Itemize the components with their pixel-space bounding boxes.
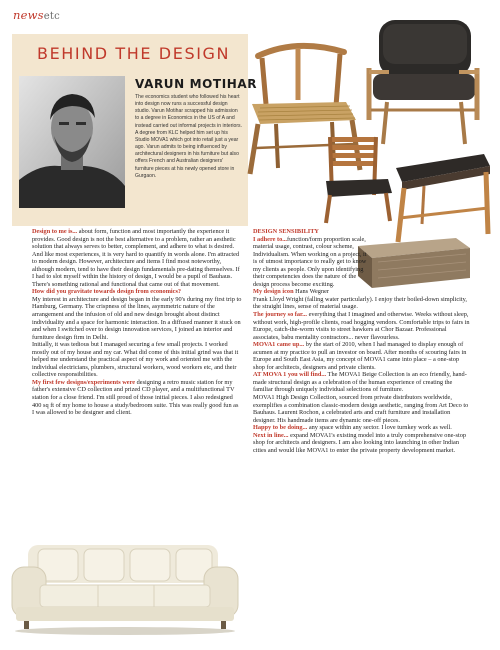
- answer-high-design-collection: [253, 394, 471, 424]
- answer-journey: [253, 311, 471, 341]
- question-label: How did you gravitate towards design from economics?: [32, 288, 182, 296]
- sofa-image: [6, 537, 244, 637]
- section-suffix: etc: [43, 11, 60, 22]
- profile-bio: The economics student who followed his heart into design now runs a successful design studio. Varun Motihar scrapped his admission to a degree in Economics in the US of A and instead carried out informal projects in interiors. A degree from KLC helped him set up his Studio MOVA1 which got into retail just a year ago. Varun admits to being influenced by architectural designers in his furniture but also offers French and Australian designers' furniture pieces at his newly opened store in Gurgaon.: [135, 94, 243, 179]
- answer-text: everything that I imagined and otherwise. Weeks without sleep, without work, high-profile clients, road hogging vendors. Comfortable trips to fairs in Europe, catch-the-worm visits to street hawkers at Chor Bazaar. Professional associates, babu mentality contractors... never flavourless.: [253, 311, 470, 341]
- question-label: My design icon: [253, 288, 294, 296]
- section-label: [13, 8, 60, 22]
- answer-first-designs: [32, 379, 242, 417]
- answer-happy-to-be-doing: [253, 424, 471, 432]
- answer-text: function/form proportion scale, material usage, contrast, colour scheme, Individualism. When working on a project, it is of utmost importance to really get to know my clients as people. Only upon identifying their competencies does the nature of the design process become exciting.: [253, 235, 367, 288]
- answer-next-in-line: [253, 432, 471, 455]
- answer-design-icon: [253, 288, 371, 296]
- question-label: MOVA1 came up...: [253, 341, 305, 349]
- section-heading: DESIGN SENSIBILITY: [253, 228, 319, 235]
- answer-mova1-came-up: [253, 341, 471, 371]
- answer-design-to-me: [32, 228, 242, 288]
- answer-text: Hans Wegner: [293, 288, 329, 296]
- answer-adhere-to: [253, 236, 371, 289]
- answer-text: designing a retro music station for my father's extensive CD collection and prized CD player, and a multifunctional TV station for a close friend. I'm still proud of those initial pieces. I also redesigned 400 sq ft of my home to house a study/bedroom suite. This was really good fun as I was allowed to be designer and client.: [32, 378, 239, 417]
- answer-text: My interest in architecture and design began in the early 90's during my first trip to Hamburg, Germany. The crispness of the lines, asymmetric nature of the arrangement and the infusion of old and new design brought about distinct individuality and a space for harmonic interaction. In a diffused manner it stuck on and when I switched over to design innovation services, I joined an interior and furniture design firm in Delhi.: [32, 295, 242, 341]
- portrait-illustration: [19, 76, 125, 208]
- answer-economics-paragraph: [32, 296, 242, 341]
- answer-text: MOVA1 High Design Collection, sourced from private distributors worldwide, exemplifies a combination classic-modern design aesthetic, ranging from Art Deco to Bauhaus. Laurent Rochon, a celebrated arts and craft furniture and installation designer. His handmade items are dynamic one-off pieces.: [253, 394, 469, 424]
- answer-text: any space within any sector. I love turnkey work as well.: [307, 424, 452, 432]
- profile-name: VARUN MOTIHAR: [135, 77, 258, 91]
- question-label: The journey so far...: [253, 311, 307, 319]
- answer-at-mova1: [253, 371, 471, 394]
- question-label: AT MOVA 1 you will find...: [253, 371, 327, 379]
- answer-initial-projects-paragraph: [32, 341, 242, 379]
- answer-text: Frank Lloyd Wright (falling water particularly). I enjoy their boiled-down simplicity, the straight lines, sense of material usage.: [253, 295, 467, 311]
- right-column: [253, 228, 471, 454]
- question-economics: [32, 288, 242, 296]
- question-label: My first few designs/experiments were: [32, 378, 136, 386]
- answer-text: The MOVA1 Beige Collection is an eco friendly, hand-made structural design as a celebration of the human experience of creating the familiar through uniquely individual selections of furniture.: [253, 371, 467, 394]
- question-label: Design to me is...: [32, 228, 78, 235]
- left-column: [32, 228, 242, 417]
- portrait-photo: [19, 76, 125, 208]
- slatted-chair-image: [322, 133, 394, 225]
- answer-design-icon-continued: [253, 296, 471, 311]
- section-name: news: [13, 8, 44, 22]
- lounge-armchair-image: [365, 10, 483, 150]
- wrapped-text-block: [253, 236, 371, 296]
- answer-text: Initially, it was tedious but I managed securing a few small projects. I worked mostly out of my house and my car. What did come of this initial grind was that it helped me understand the practical aspect of my work and oriented me with the individual electricians, plumbers, structural workers, wood workers etc, and their collective responsibilities.: [32, 341, 239, 379]
- answer-text: by the start of 2010, when I had managed to display enough of acumen at my practice to pull an investor on board. After months of scouring fairs in Europe and South East Asia, my concept of MOVA1 came into place – a one-stop shop for architects, designers and private clients.: [253, 341, 467, 371]
- question-label: Happy to be doing...: [253, 424, 308, 432]
- answer-text: about form, function and most importantly the experience it provides. Good design is not the best alternative to a problem, rather an aesthetic solution that always serves to better, complement, and adhere to what is desired. And like most experiences, it is very hard to quantify in words alone. I'm attracted to modern design. However, architecture and items I find most noteworthy, although modern, tend to have their design fundamentals pre-dating themselves. If I had to slot myself within the history of design, I would be a pupil of Bauhaus. There's something rational and functional that came out of that movement.: [32, 228, 240, 288]
- page-title: BEHIND THE DESIGN: [37, 44, 231, 63]
- question-label: Next in line...: [253, 431, 289, 439]
- answer-text: expand MOVA1's existing model into a truly comprehensive one-stop shop for architects and designers. I am also looking into launching in other Indian cities and would like MOVA1 to enter the private property development market.: [253, 431, 466, 454]
- question-label: I adhere to...: [253, 235, 287, 243]
